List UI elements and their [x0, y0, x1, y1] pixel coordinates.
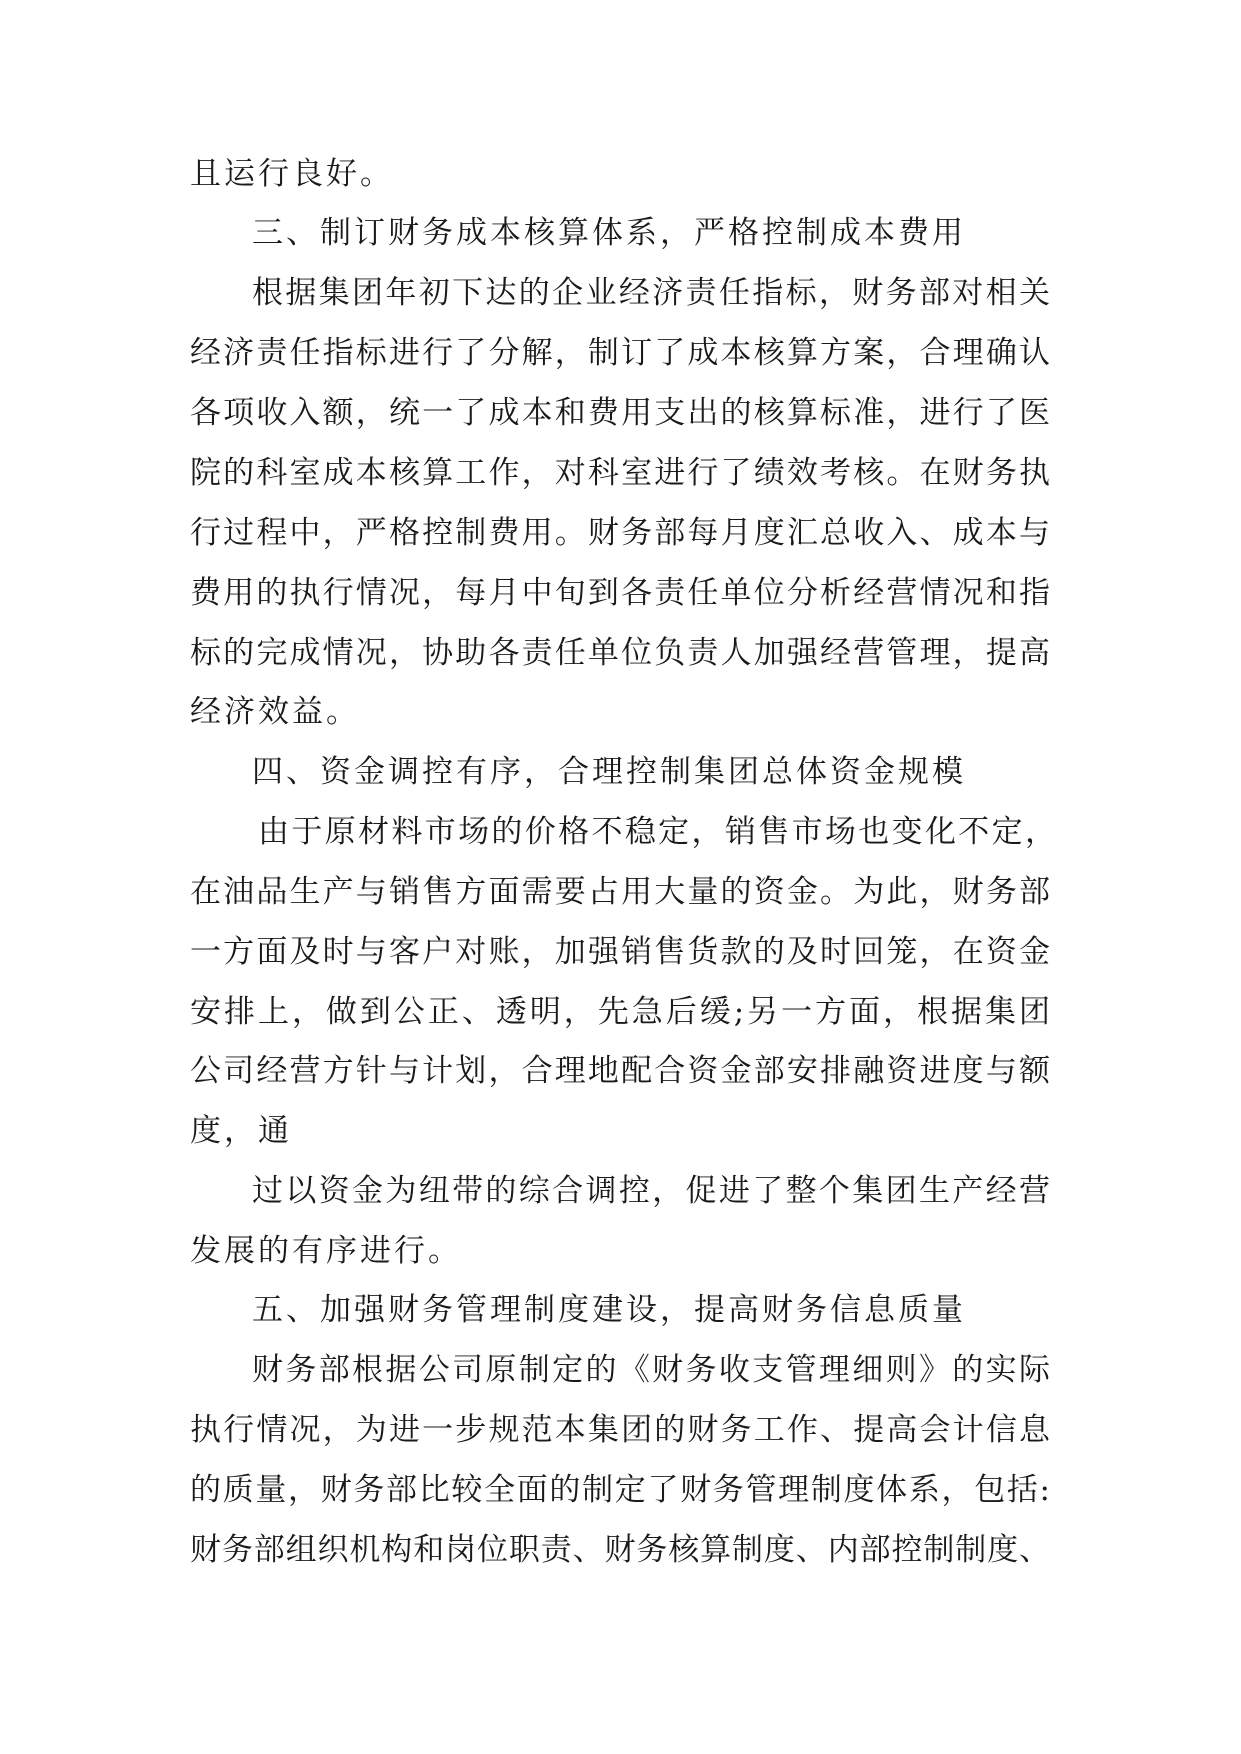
text-line: 过以资金为纽带的综合调控，促进了整个集团生产经营 — [252, 1173, 1050, 1209]
text-line: 一方面及时与客户对账，加强销售货款的及时回笼，在资金 — [190, 934, 1050, 970]
text-line: 在油品生产与销售方面需要占用大量的资金。为此，财务部 — [190, 874, 1050, 910]
text-line: 经济责任指标进行了分解，制订了成本核算方案，合理确认 — [190, 335, 1050, 371]
text-line: 标的完成情况，协助各责任单位负责人加强经营管理，提高 — [190, 635, 1050, 671]
text-line: 执行情况，为进一步规范本集团的财务工作、提高会计信息 — [190, 1412, 1050, 1448]
text-line: 由于原材料市场的价格不稳定，销售市场也变化不定， — [258, 814, 1056, 850]
text-line: 根据集团年初下达的企业经济责任指标，财务部对相关 — [252, 275, 1050, 311]
text-line: 发展的有序进行。 — [190, 1233, 462, 1269]
text-line: 财务部组织机构和岗位职责、财务核算制度、内部控制制度、 — [190, 1532, 1050, 1568]
text-line: 行过程中，严格控制费用。财务部每月度汇总收入、成本与 — [190, 515, 1050, 551]
text-line: 公司经营方针与计划，合理地配合资金部安排融资进度与额 — [190, 1053, 1050, 1089]
text-line: 的质量，财务部比较全面的制定了财务管理制度体系，包括: — [190, 1472, 1050, 1508]
text-line: 安排上，做到公正、透明，先急后缓;另一方面，根据集团 — [190, 994, 1050, 1030]
section-heading-4: 四、资金调控有序，合理控制集团总体资金规模 — [252, 754, 966, 790]
section-heading-3: 三、制订财务成本核算体系，严格控制成本费用 — [252, 215, 966, 251]
section-heading-5: 五、加强财务管理制度建设，提高财务信息质量 — [252, 1292, 966, 1328]
text-line: 经济效益。 — [190, 694, 360, 730]
text-line: 且运行良好。 — [190, 156, 394, 192]
text-line: 费用的执行情况，每月中旬到各责任单位分析经营情况和指 — [190, 575, 1050, 611]
text-line: 各项收入额，统一了成本和费用支出的核算标准，进行了医 — [190, 395, 1050, 431]
text-line: 院的科室成本核算工作，对科室进行了绩效考核。在财务执 — [190, 455, 1050, 491]
text-line: 度，通 — [190, 1113, 292, 1149]
text-line: 财务部根据公司原制定的《财务收支管理细则》的实际 — [252, 1352, 1050, 1388]
